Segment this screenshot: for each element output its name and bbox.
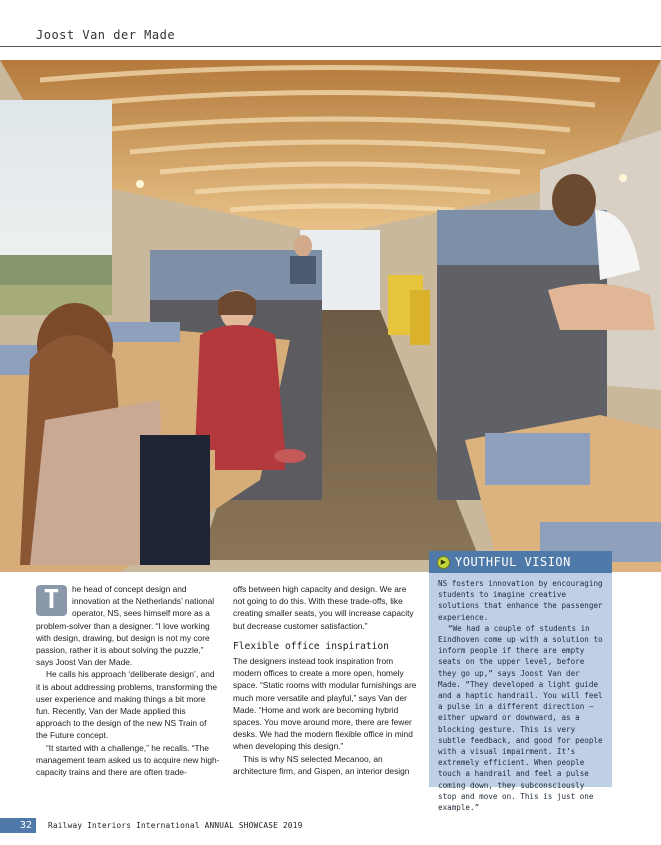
- sidebar-title: YOUTHFUL VISION: [455, 555, 571, 569]
- arrow-circle-icon: ▶: [437, 556, 450, 569]
- article-paragraph: The designers instead took inspiration from modern offices to create a more open, homely space. “Static rooms with modular furnishings are much more versatile and playful,” says Van der Made. “Home and work are becoming hybrid spaces. You move around more, there are fewer desks. We had the modern flexible office in mind when developing this design.”: [233, 656, 417, 752]
- sidebar-body: [429, 573, 612, 813]
- article-column-2: [233, 583, 419, 777]
- page-number: 32: [0, 818, 36, 833]
- article-paragraph: he head of concept design and innovation at the Netherlands’ national operator, NS, sees himself more as a problem-solver than a designer. “I love working with design, drawing, but design is not my core passion, rather it is about solving the puzzle,” says Joost Van der Made.: [36, 584, 215, 668]
- article-paragraph: He calls his approach ‘deliberate design’, and it is about addressing problems, transforming the user experience and making things a bit more fun. Recently, Van der Made applied this approach to the design of the new NS Train of the Future concept.: [36, 669, 218, 741]
- article-subhead: Flexible office inspiration: [233, 640, 389, 652]
- header-author: Joost Van der Made: [36, 28, 176, 42]
- sidebar-paragraph: “We had a couple of students in Eindhoven come up with a solution to inform people if there are empty seats on the upper level, before they go up,” says Joost Van der Made. “They developed a light guide and a haptic handrail. You will feel a pulse in a different direction – either upward or downward, as a blocking gesture. This is very subtle feedback, and good for people with a visual impairment. It’s extremely efficient. When people touch a handrail and feel a pulse coming down, they subconsciously stop and move on. This is just one example.”: [438, 623, 603, 813]
- sidebar-box: [429, 551, 612, 813]
- hero-train-interior-image: [0, 60, 661, 572]
- article-paragraph: offs between high capacity and design. We are not going to do this. With these trade-offs, like creating smaller seats, you will increase capacity but decrease customer satisfaction.”: [233, 584, 414, 631]
- article-paragraph: This is why NS selected Mecanoo, an architecture firm, and Gispen, an interior design: [233, 753, 410, 776]
- header-rule: [0, 46, 661, 47]
- article-paragraph: “It started with a challenge,” he recalls. “The management team asked us to acquire new high-capacity trains and there are often trade-: [36, 742, 220, 778]
- footer-publication: Railway Interiors International ANNUAL SHOWCASE 2019: [48, 821, 303, 830]
- sidebar-header: [429, 551, 612, 573]
- sidebar-paragraph: NS fosters innovation by encouraging students to imagine creative solutions that enhance the passenger experience.: [438, 579, 603, 622]
- article-column-1: [36, 583, 220, 778]
- drop-cap: T: [36, 585, 67, 616]
